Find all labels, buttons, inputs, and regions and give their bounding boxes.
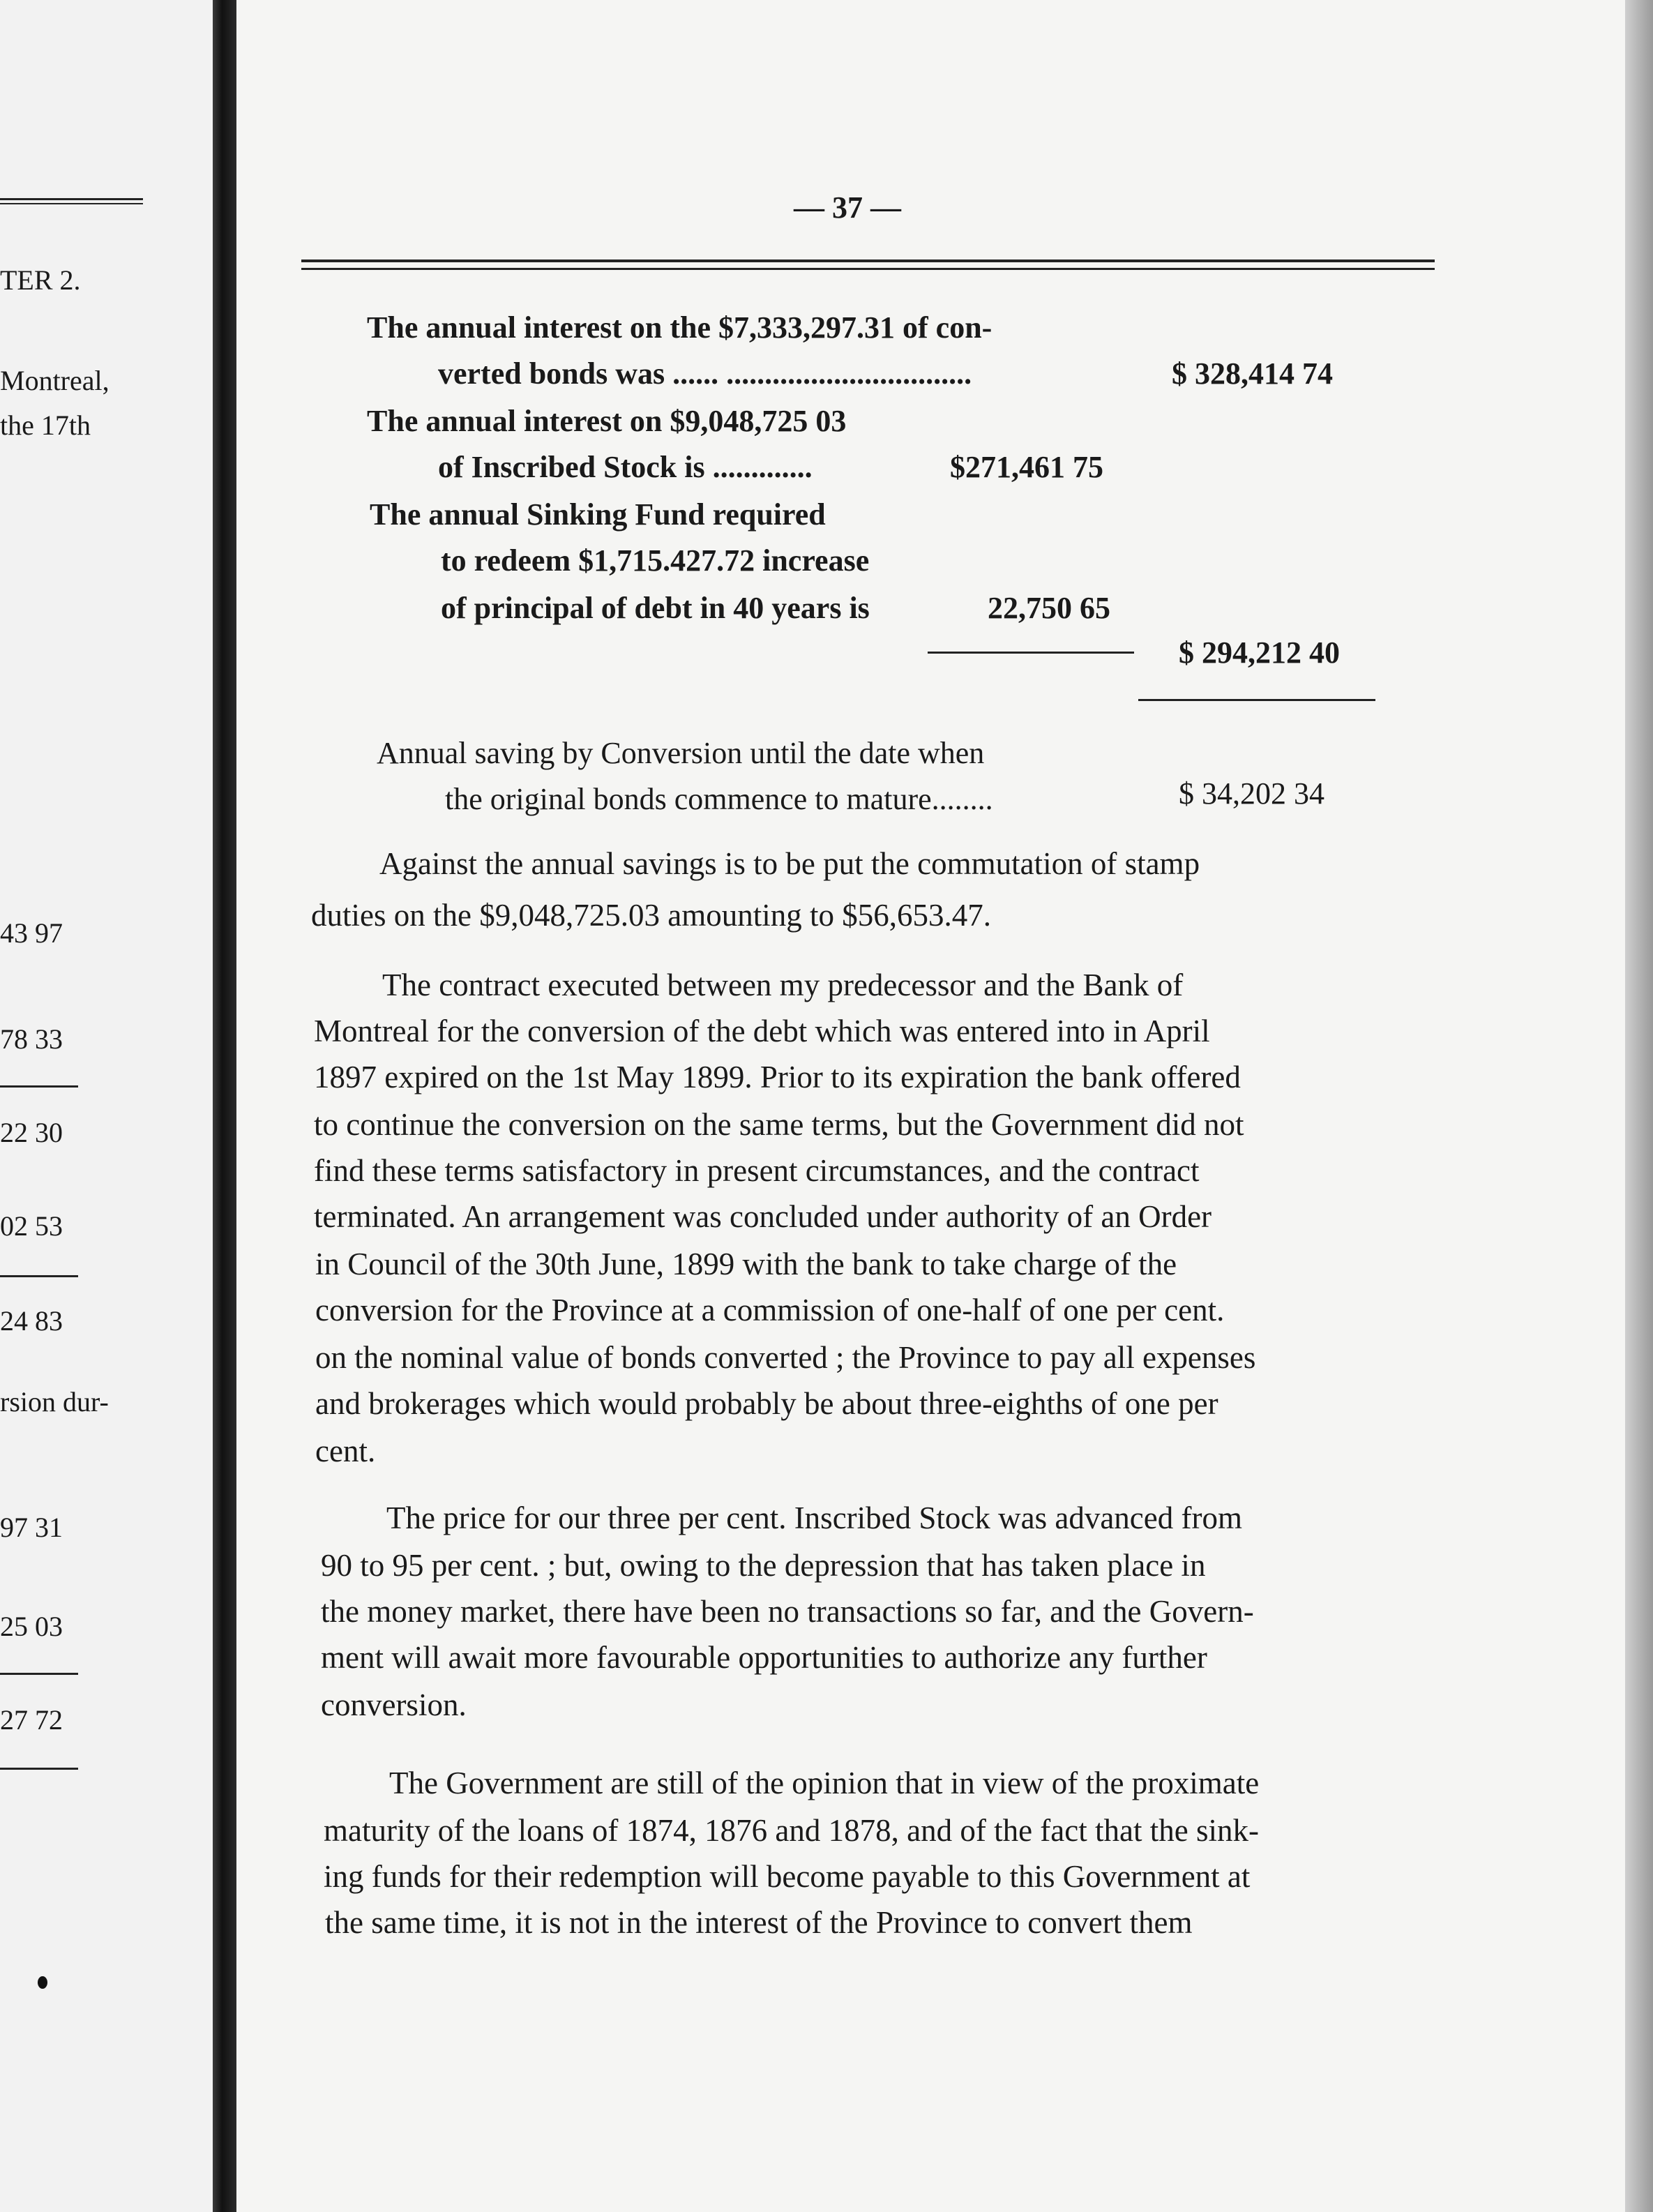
ink-spot <box>38 1976 47 1989</box>
text-line: conversion. <box>321 1687 467 1722</box>
text-line: The price for our three per cent. Inscribed Stock was advanced from <box>386 1500 1242 1535</box>
previous-page-fragment: 43 97 <box>0 917 63 949</box>
previous-page-fragment: 97 31 <box>0 1512 63 1543</box>
statement-total: $ 294,212 40 <box>1179 635 1340 670</box>
previous-page-fragment: rsion dur- <box>0 1386 109 1417</box>
previous-page-fragment: TER 2. <box>0 264 81 296</box>
text-line: conversion for the Province at a commission of one-half of one per cent. <box>315 1293 1225 1327</box>
previous-page-fragment: 02 53 <box>0 1210 63 1242</box>
statement-amount: $ 328,414 74 <box>1172 356 1333 391</box>
previous-page-fragment: Montreal, <box>0 365 110 396</box>
previous-page-fragment: 24 83 <box>0 1305 63 1337</box>
previous-page-fragment: the 17th <box>0 409 91 441</box>
previous-page-fragment: 27 72 <box>0 1704 63 1736</box>
text-line: ment will await more favourable opportunities to authorize any further <box>321 1640 1207 1675</box>
header-double-rule <box>301 259 1435 270</box>
previous-page-fragment: 22 30 <box>0 1117 63 1148</box>
saving-amount: $ 34,202 34 <box>1179 776 1324 811</box>
statement-amount: 22,750 65 <box>988 591 1110 625</box>
text-line: on the nominal value of bonds converted ; the Province to pay all expenses <box>315 1340 1256 1375</box>
previous-page-sum-rule <box>0 1768 78 1770</box>
total-rule <box>1138 699 1375 701</box>
text-line: and brokerages which would probably be about three-eighths of one per <box>315 1386 1218 1421</box>
text-line: ing funds for their redemption will become payable to this Government at <box>324 1859 1251 1894</box>
text-line: find these terms satisfactory in present circumstances, and the contract <box>314 1153 1200 1188</box>
statement-line: to redeem $1,715.427.72 increase <box>441 543 870 578</box>
previous-page-fragment: 25 03 <box>0 1611 63 1642</box>
text-line: Montreal for the conversion of the debt which was entered into in April <box>314 1014 1210 1048</box>
text-line: the same time, it is not in the interest of the Province to convert them <box>325 1905 1193 1940</box>
previous-page-sum-rule <box>0 1275 78 1277</box>
book-gutter <box>213 0 236 2212</box>
previous-page-sum-rule <box>0 1085 78 1088</box>
statement-line: of Inscribed Stock is ............. <box>438 450 813 484</box>
text-line: The contract executed between my predecessor and the Bank of <box>382 968 1184 1002</box>
previous-page-rule <box>0 198 143 204</box>
previous-page-sum-rule <box>0 1673 78 1675</box>
statement-line: of principal of debt in 40 years is <box>441 591 870 625</box>
text-line: The Government are still of the opinion that in view of the proximate <box>389 1766 1260 1800</box>
text-line: terminated. An arrangement was concluded under authority of an Order <box>314 1199 1212 1234</box>
statement-amount: $271,461 75 <box>950 450 1103 484</box>
previous-page <box>0 0 218 2212</box>
saving-line: the original bonds commence to mature........ <box>445 782 993 816</box>
saving-line: Annual saving by Conversion until the date when <box>377 736 985 770</box>
previous-page-fragment: 78 33 <box>0 1023 63 1055</box>
text-line: in Council of the 30th June, 1899 with the bank to take charge of the <box>315 1247 1177 1281</box>
statement-line: The annual interest on the $7,333,297.31 of con- <box>367 310 992 345</box>
text-line: to continue the conversion on the same terms, but the Government did not <box>314 1107 1244 1142</box>
statement-line: The annual Sinking Fund required <box>370 497 826 532</box>
subtotal-rule <box>928 652 1134 654</box>
statement-line: The annual interest on $9,048,725 03 <box>367 404 847 438</box>
page-number: — 37 — <box>794 190 901 225</box>
text-line: maturity of the loans of 1874, 1876 and 1878, and of the fact that the sink- <box>324 1813 1259 1848</box>
text-line: the money market, there have been no transactions so far, and the Govern- <box>321 1594 1254 1629</box>
statement-line: verted bonds was ...... ................................ <box>438 356 972 391</box>
text-line: cent. <box>315 1434 376 1468</box>
text-line: 90 to 95 per cent. ; but, owing to the depression that has taken place in <box>321 1548 1206 1583</box>
text-line: Against the annual savings is to be put the commutation of stamp <box>379 846 1200 881</box>
text-line: 1897 expired on the 1st May 1899. Prior to its expiration the bank offered <box>314 1060 1241 1094</box>
page-edge <box>1625 0 1653 2212</box>
text-line: duties on the $9,048,725.03 amounting to $56,653.47. <box>311 898 991 933</box>
